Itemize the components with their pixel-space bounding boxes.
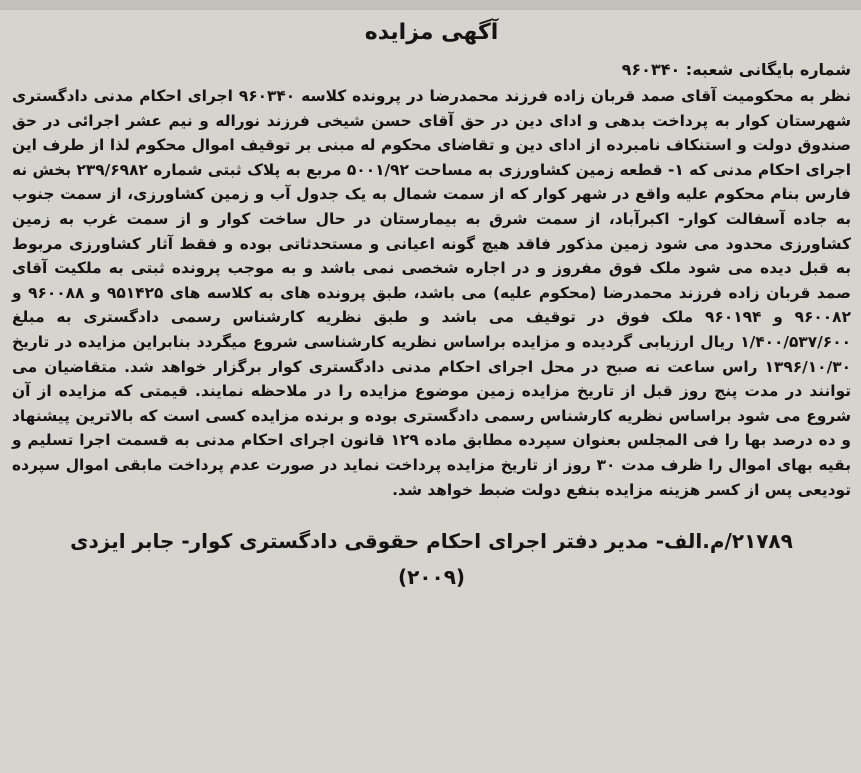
notice-code: (۲۰۰۹): [397, 565, 466, 590]
notice-signature: ۲۱۷۸۹/م.الف- مدیر دفتر اجرای احکام حقوقی دادگستری کوار- جابر ایزدی: [70, 529, 793, 554]
notice-body: نظر به محکومیت آقای صمد قربان زاده فرزند محمدرضا در پرونده کلاسه ۹۶۰۳۴۰ اجرای احکام مدنی دادگستری شهرستان کوار به پرداخت بدهی و ادای دین در حق آقای حسن شیخی فرزند نوراله و نیم عشر اجرائی در حق صندوق دولت و استنکاف نامبرده از ادای دین و تقاضای محکوم له مبنی بر توقیف اموال محکوم لذا از طرف این اجرای احکام مدنی که ۱- قطعه زمین کشاورزی به مساحت ۵۰۰۱/۹۲ مربع به پلاک ثبتی شماره ۲۳۹/۶۹۸۲ بخش نه فارس بنام محکوم علیه واقع در شهر کوار که از سمت شمال به یک جدول آب و زمین کشاورزی، از سمت جنوب به جاده آسفالت کوار- اکبرآباد، از سمت شرق به بیمارستان در حال ساخت کوار و از سمت غرب به زمین کشاورزی محدود می شود زمین مذکور فاقد هیچ گونه اعیانی و مستحدثاتی بوده و فقط آثار کشاورزی مربوط به قبل دیده می شود ملک فوق مفروز و در اجاره شخصی نمی باشد و به موجب پرونده ثبتی به ملکیت آقای صمد قربان زاده فرزند محمدرضا (محکوم علیه) می باشد، طبق پرونده های به کلاسه های ۹۵۱۴۲۵ و ۹۶۰۰۸۸ و ۹۶۰۰۸۲ و ۹۶۰۱۹۴ ملک فوق در توقیف می باشد و طبق نظریه کارشناس رسمی دادگستری به مبلغ ۱/۴۰۰/۵۳۷/۶۰۰ ریال ارزیابی گردیده و مزایده براساس نظریه کارشناسی شروع میگردد بنابراین مزایده در تاریخ ۱۳۹۶/۱۰/۳۰ راس ساعت نه صبح در محل اجرای احکام مدنی دادگستری کوار برگزار خواهد شد. متقاضیان می توانند در مدت پنج روز قبل از تاریخ مزایده زمین موضوع مزایده را در ملاحظه نمایند. قیمتی که مزایده از آن شروع می شود براساس نظریه کارشناس رسمی دادگستری بوده و برنده مزایده کسی است که بالاترین پیشنهاد و ده درصد بها را فی المجلس بعنوان سپرده مطابق ماده ۱۲۹ قانون اجرای احکام مدنی به قسمت اجرا تسلیم و بقیه بهای اموال را ظرف مدت ۳۰ روز از تاریخ مزایده پرداخت نماید در صورت عدم پرداخت مابقی اموال سپرده تودیعی پس از کسر هزینه مزایده بنفع دولت ضبط خواهد شد.: [12, 87, 852, 499]
archive-number: شماره بایگانی شعبه: ۹۶۰۳۴۰: [621, 60, 851, 79]
top-edge-strip: [0, 0, 861, 10]
auction-notice: [8, 18, 855, 592]
notice-title: آگهی مزایده: [364, 20, 499, 45]
